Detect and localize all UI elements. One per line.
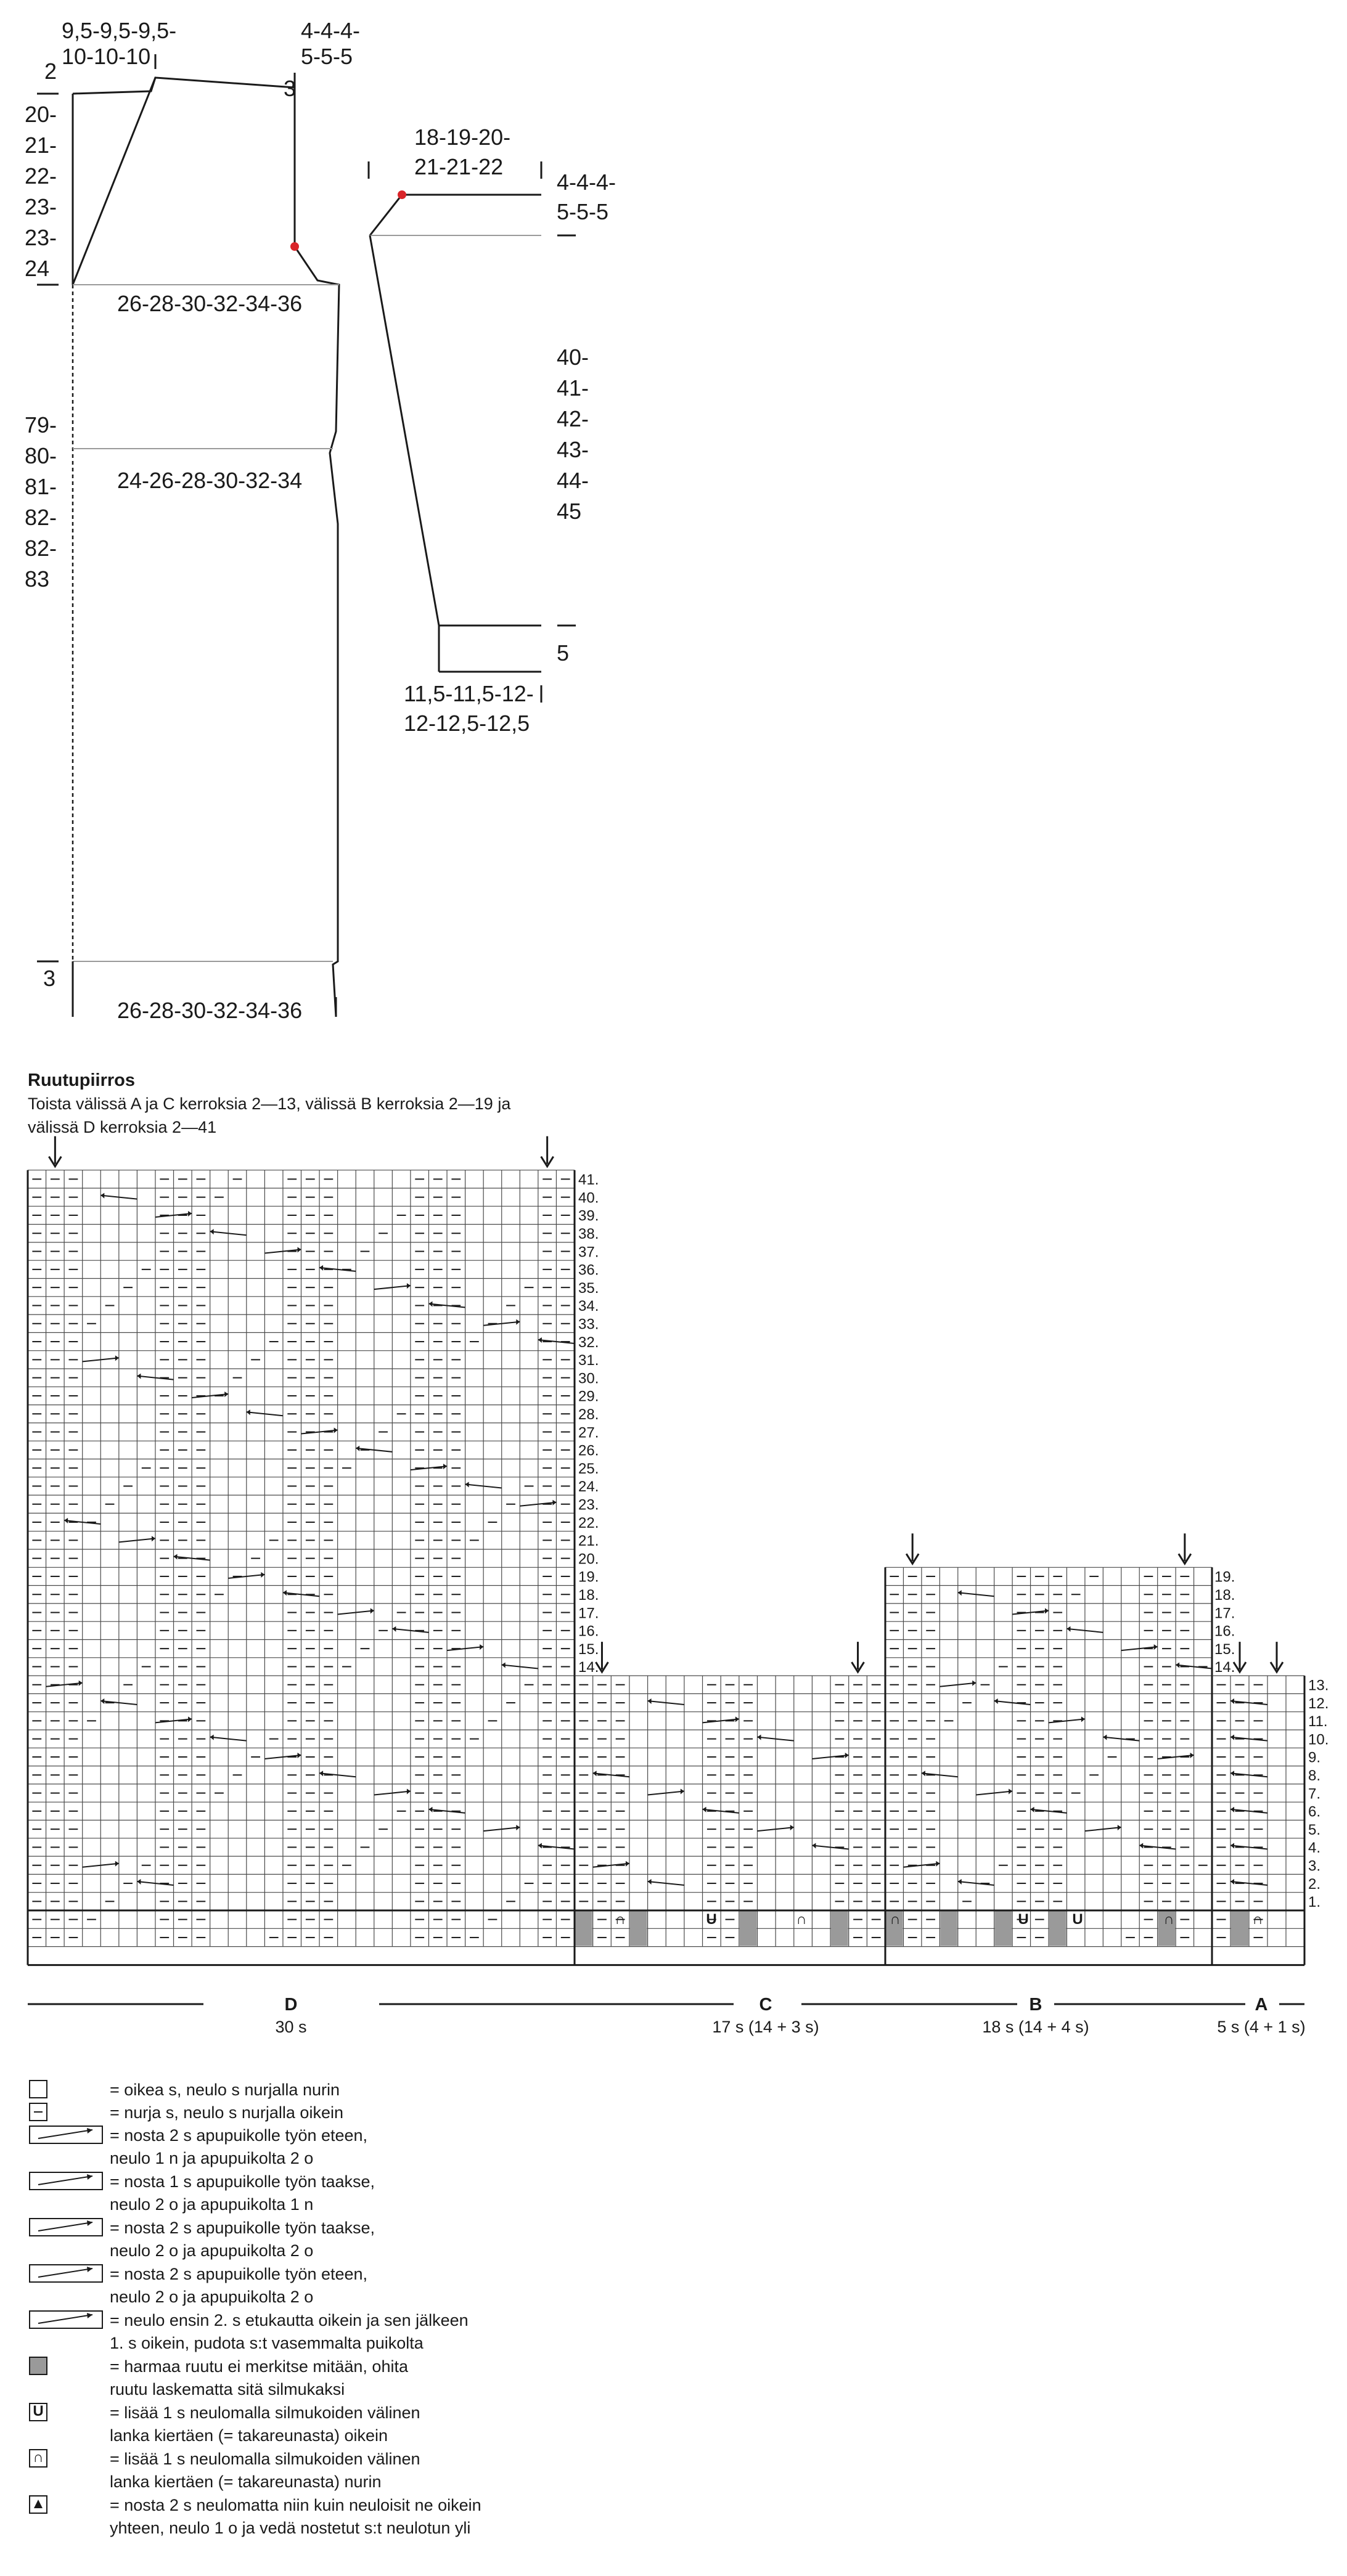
- body-outline: [73, 78, 339, 1017]
- cable-arrowhead: [958, 1879, 962, 1885]
- cable-arrowhead: [1031, 1807, 1034, 1812]
- purl-increase-icon: [30, 2449, 47, 2467]
- icon-frame: [30, 2172, 102, 2190]
- icon-frame: [30, 2081, 47, 2098]
- row-label: 15.: [1214, 1641, 1235, 1658]
- cable-arrowhead: [958, 1590, 962, 1596]
- hem-width-label: 26-28-30-32-34-36: [117, 998, 303, 1023]
- legend-text: = nosta 2 s apupuikolle työn eteen,: [110, 2126, 368, 2145]
- svg-text:24: 24: [25, 256, 50, 281]
- row-label: 41.: [578, 1172, 599, 1189]
- row-label: 27.: [578, 1424, 599, 1441]
- cable-arrowhead: [1230, 1771, 1234, 1776]
- cuff-width-line1: 11,5-11,5-12-: [404, 681, 534, 706]
- cable-arrowhead: [480, 1644, 483, 1650]
- cable-arrowhead: [845, 1753, 849, 1758]
- legend-text: neulo 1 n ja apupuikolta 2 o: [110, 2149, 314, 2167]
- cable-arrowhead: [648, 1698, 652, 1704]
- increase-symbol: ∩: [615, 1911, 626, 1928]
- cable-arrowhead: [936, 1861, 940, 1867]
- cable-arrowhead: [1230, 1879, 1234, 1885]
- grey-cell: [831, 1911, 848, 1946]
- legend-text: = oikea s, neulo s nurjalla nurin: [110, 2081, 340, 2099]
- sleeve-cap: [370, 195, 541, 235]
- legend-text: lanka kiertäen (= takareunasta) oikein: [110, 2426, 388, 2445]
- cable-arrowhead: [334, 1428, 338, 1433]
- hem-height-label: 3: [43, 966, 56, 991]
- cable-arrowhead: [1067, 1626, 1070, 1632]
- row-label: 7.: [1308, 1785, 1321, 1803]
- svg-text:79-: 79-: [25, 412, 57, 438]
- knit-square-icon: [30, 2081, 47, 2098]
- increase-symbol: ∩: [890, 1911, 901, 1928]
- double-decrease-icon: [30, 2495, 47, 2513]
- section-d-letter: D: [284, 1995, 298, 2015]
- chart-instructions-line1: Toista välissä A ja C kerroksia 2—13, välissä B kerroksia 2—19 ja: [28, 1094, 511, 1113]
- cable-arrowhead: [115, 1861, 119, 1867]
- svg-text:82-: 82-: [25, 536, 57, 561]
- cable-arrowhead: [137, 1374, 141, 1379]
- cable-arrowhead: [502, 1662, 506, 1668]
- legend-text: = lisää 1 s neulomalla silmukoiden välinen: [110, 2450, 420, 2468]
- cable-arrowhead: [428, 1807, 432, 1812]
- section-d-stitches: 30 s: [275, 2018, 307, 2036]
- cable-arrowhead: [152, 1536, 155, 1541]
- row-label: 28.: [578, 1406, 599, 1424]
- svg-text:43-: 43-: [557, 437, 589, 462]
- icon-mark: ∩: [33, 2449, 44, 2466]
- icon-frame: [30, 2265, 102, 2282]
- cable-arrowhead: [1139, 1843, 1143, 1848]
- cable-right-purl-icon: [30, 2172, 102, 2190]
- cable-arrowhead: [552, 1500, 556, 1506]
- row-label: 10.: [1308, 1731, 1329, 1748]
- increase-symbol: U: [1018, 1911, 1029, 1928]
- increase-symbol: ∩: [1163, 1911, 1174, 1928]
- cable-arrowhead: [516, 1319, 520, 1325]
- legend-text: 1. s oikein, pudota s:t vasemmalta puikolta: [110, 2334, 424, 2352]
- cable-right-knit-icon: [30, 2219, 102, 2236]
- row-label: 18.: [578, 1587, 599, 1604]
- legend-text: ruutu laskematta sitä silmukaksi: [110, 2380, 345, 2399]
- legend-text: = nosta 1 s apupuikolle työn taakse,: [110, 2172, 375, 2191]
- armhole-marker: [290, 242, 299, 251]
- cable-arrowhead: [298, 1753, 301, 1758]
- row-label: 9.: [1308, 1749, 1321, 1766]
- icon-frame: [30, 2311, 102, 2328]
- cable-arrowhead: [1190, 1753, 1194, 1758]
- icon-frame: [30, 2357, 47, 2374]
- legend-item: [30, 2081, 340, 2099]
- row-label: 26.: [578, 1442, 599, 1459]
- cable-left-purl-icon: [30, 2126, 102, 2143]
- icon-mark: ▲: [31, 2495, 46, 2512]
- sleeve-schematic: [369, 124, 616, 736]
- cable-arrowhead: [516, 1825, 520, 1830]
- sleeve-outline: [370, 235, 541, 626]
- row-label: 17.: [1214, 1605, 1235, 1622]
- cable-left-knit-icon: [30, 2265, 102, 2282]
- legend-item: [30, 2126, 367, 2167]
- svg-text:20-: 20-: [25, 102, 57, 127]
- row-label: 3.: [1308, 1857, 1321, 1875]
- cable-arrowhead: [1081, 1716, 1085, 1722]
- body-length-label: [25, 412, 57, 592]
- cable-arrowhead: [407, 1789, 411, 1795]
- svg-text:21-: 21-: [25, 132, 57, 158]
- cable-arrowhead: [247, 1409, 250, 1415]
- cable-arrowhead: [188, 1716, 192, 1722]
- cable-arrowhead: [1103, 1735, 1107, 1740]
- row-label: 8.: [1308, 1767, 1321, 1785]
- row-label: 14.: [578, 1659, 599, 1676]
- legend-text: = lisää 1 s neulomalla silmukoiden välinen: [110, 2403, 420, 2422]
- chart-title: Ruutupiirros: [28, 1070, 135, 1090]
- cable-arrowhead: [1230, 1843, 1234, 1848]
- svg-text:44-: 44-: [557, 468, 589, 493]
- row-label: 34.: [578, 1298, 599, 1315]
- cable-arrowhead: [681, 1789, 684, 1795]
- svg-text:83: 83: [25, 566, 50, 592]
- sleeve-cap-height-line2: 5-5-5: [557, 199, 609, 224]
- cable-arrowhead: [100, 1193, 104, 1199]
- cable-arrowhead: [79, 1681, 83, 1686]
- row-label: 1.: [1308, 1894, 1321, 1911]
- cable-arrowhead: [428, 1301, 432, 1306]
- armhole-height-label: [25, 102, 57, 281]
- cable-arrowhead: [994, 1698, 998, 1704]
- row-label: 30.: [578, 1370, 599, 1387]
- cable-arrowhead: [64, 1518, 68, 1523]
- cable-arrowhead: [1009, 1789, 1012, 1795]
- shoulder-drop-label: 3: [284, 76, 297, 101]
- chest-width-label: 26-28-30-32-34-36: [117, 291, 303, 316]
- cable-arrowhead: [1176, 1662, 1179, 1668]
- grey-cell: [1231, 1911, 1248, 1946]
- cable-arrowhead: [1230, 1807, 1234, 1812]
- sleeve-top-width-line2: 21-21-22: [414, 154, 504, 179]
- row-label: 39.: [578, 1207, 599, 1225]
- legend-text: = neulo ensin 2. s etukautta oikein ja sen jälkeen: [110, 2311, 469, 2329]
- cable-arrowhead: [407, 1283, 411, 1289]
- icon-mark: U: [33, 2403, 44, 2419]
- legend-text: = harmaa ruutu ei merkitse mitään, ohita: [110, 2357, 408, 2376]
- cuff-width-line2: 12-12,5-12,5: [404, 711, 530, 736]
- row-label: 21.: [578, 1533, 599, 1550]
- grey-cell: [630, 1911, 647, 1946]
- svg-text:23-: 23-: [25, 225, 57, 250]
- knit-increase-icon: [30, 2403, 47, 2421]
- svg-text:22-: 22-: [25, 163, 57, 189]
- cable-arrowhead: [261, 1572, 264, 1578]
- row-label: 13.: [1308, 1677, 1329, 1694]
- cable-arrowhead: [298, 1247, 301, 1253]
- waist-width-label: 24-26-28-30-32-34: [117, 468, 303, 493]
- svg-text:82-: 82-: [25, 505, 57, 530]
- row-label: 32.: [578, 1334, 599, 1351]
- grey-cell: [940, 1911, 957, 1946]
- twist-stitch-icon: [30, 2311, 102, 2328]
- sleeve-cap-height-line1: 4-4-4-: [557, 169, 616, 195]
- cable-arrowhead: [1045, 1608, 1049, 1614]
- cable-arrowhead: [319, 1771, 323, 1776]
- legend-text: neulo 2 o ja apupuikolta 2 o: [110, 2288, 314, 2306]
- cable-arrowhead: [465, 1482, 469, 1487]
- row-label: 19.: [578, 1568, 599, 1586]
- legend-item: [30, 2265, 367, 2306]
- body-schematic: [25, 18, 360, 1023]
- cable-arrowhead: [392, 1626, 396, 1632]
- row-label: 23.: [578, 1496, 599, 1514]
- cable-arrowhead: [538, 1843, 542, 1848]
- cable-arrowhead: [319, 1265, 323, 1271]
- row-label: 24.: [578, 1478, 599, 1496]
- cable-arrowhead: [812, 1843, 816, 1848]
- svg-text:41-: 41-: [557, 375, 589, 401]
- neck-width-line2: 10-10-10: [62, 44, 151, 69]
- cable-arrowhead: [371, 1608, 374, 1614]
- grey-cell: [1049, 1911, 1066, 1946]
- cable-arrowhead: [188, 1211, 192, 1217]
- section-b-stitches: 18 s (14 + 4 s): [982, 2018, 1089, 2036]
- legend-item: [30, 2403, 420, 2445]
- svg-text:80-: 80-: [25, 443, 57, 468]
- legend-item: [30, 2449, 420, 2491]
- grey-cell: [575, 1911, 592, 1946]
- row-label: 5.: [1308, 1821, 1321, 1838]
- row-label: 37.: [578, 1244, 599, 1261]
- row-label: 40.: [578, 1189, 599, 1207]
- legend-text: neulo 2 o ja apupuikolta 2 o: [110, 2241, 314, 2260]
- cable-arrowhead: [100, 1698, 104, 1704]
- svg-text:23-: 23-: [25, 194, 57, 219]
- cable-arrowhead: [972, 1681, 976, 1686]
- row-label: 2.: [1308, 1875, 1321, 1893]
- grey-square-icon: [30, 2357, 47, 2374]
- svg-text:40-: 40-: [557, 344, 589, 370]
- cable-arrowhead: [757, 1735, 761, 1740]
- row-label: 12.: [1308, 1695, 1329, 1712]
- cable-arrowhead: [790, 1825, 794, 1830]
- row-label: 33.: [578, 1316, 599, 1333]
- legend-item: [30, 2495, 481, 2537]
- neck-drop-label: 2: [44, 59, 57, 84]
- legend-item: [30, 2103, 343, 2122]
- increase-symbol: ∩: [1252, 1911, 1263, 1928]
- legend-item: [30, 2357, 409, 2399]
- legend-text: yhteen, neulo 1 o ja vedä nostetut s:t neulotun yli: [110, 2519, 471, 2537]
- shoulder-width-line2: 5-5-5: [301, 44, 353, 69]
- row-label: 14.: [1214, 1659, 1235, 1676]
- cable-arrowhead: [1154, 1644, 1158, 1650]
- row-label: 20.: [578, 1551, 599, 1568]
- cable-arrowhead: [115, 1355, 119, 1361]
- cable-arrowhead: [735, 1716, 739, 1722]
- chart-instructions-line2: välissä D kerroksia 2—41: [28, 1118, 217, 1136]
- legend-text: = nurja s, neulo s nurjalla oikein: [110, 2103, 343, 2122]
- cable-arrowhead: [174, 1554, 178, 1560]
- cable-arrowhead: [593, 1771, 597, 1776]
- cable-arrowhead: [224, 1392, 228, 1397]
- cable-arrowhead: [137, 1879, 141, 1885]
- cable-arrowhead: [356, 1446, 359, 1451]
- section-c-letter: C: [759, 1995, 772, 2015]
- icon-frame: [30, 2219, 102, 2236]
- row-label: 31.: [578, 1352, 599, 1369]
- legend-text: lanka kiertäen (= takareunasta) nurin: [110, 2472, 382, 2491]
- increase-symbol: U: [1072, 1911, 1083, 1928]
- neck-width-line1: 9,5-9,5-9,5-: [62, 18, 177, 43]
- section-b-letter: B: [1029, 1995, 1042, 2015]
- legend-item: [30, 2172, 375, 2214]
- cable-arrowhead: [1118, 1825, 1121, 1830]
- cable-arrowhead: [1230, 1698, 1234, 1704]
- legend-item: [30, 2219, 375, 2260]
- cable-arrowhead: [283, 1590, 287, 1596]
- svg-text:81-: 81-: [25, 474, 57, 499]
- increase-symbol: U: [706, 1911, 717, 1928]
- svg-text:42-: 42-: [557, 406, 589, 431]
- sleeve-length-label: [557, 344, 589, 524]
- cuff-height-label: 5: [557, 640, 570, 666]
- grey-cell: [995, 1911, 1012, 1946]
- row-label: 15.: [578, 1641, 599, 1658]
- cable-arrowhead: [443, 1464, 447, 1469]
- row-label: 11.: [1308, 1713, 1328, 1730]
- stitch-chart: [28, 1136, 1329, 2004]
- svg-text:45: 45: [557, 499, 582, 524]
- row-label: 19.: [1214, 1568, 1235, 1586]
- purl-square-icon: [30, 2103, 47, 2121]
- cable-arrowhead: [626, 1861, 629, 1867]
- section-a-stitches: 5 s (4 + 1 s): [1217, 2018, 1306, 2036]
- legend-item: [30, 2311, 469, 2352]
- section-c-stitches: 17 s (14 + 3 s): [712, 2018, 819, 2036]
- grey-cell: [740, 1911, 757, 1946]
- row-label: 25.: [578, 1460, 599, 1477]
- row-label: 22.: [578, 1514, 599, 1531]
- cable-arrowhead: [210, 1735, 214, 1740]
- row-label: 17.: [578, 1605, 599, 1622]
- legend-text: = nosta 2 s apupuikolle työn taakse,: [110, 2219, 375, 2237]
- increase-symbol: ∩: [796, 1911, 807, 1928]
- cable-arrowhead: [703, 1807, 706, 1812]
- row-label: 16.: [1214, 1623, 1235, 1640]
- row-label: 38.: [578, 1226, 599, 1243]
- cable-arrowhead: [922, 1771, 925, 1776]
- shoulder-width-line1: 4-4-4-: [301, 18, 361, 43]
- cable-arrowhead: [538, 1337, 542, 1343]
- neckline-curve: [73, 78, 155, 285]
- row-label: 16.: [578, 1623, 599, 1640]
- row-label: 36.: [578, 1262, 599, 1279]
- sleeve-top-width-line1: 18-19-20-: [414, 124, 511, 150]
- icon-frame: [30, 2126, 102, 2143]
- legend-text: neulo 2 o ja apupuikolta 1 n: [110, 2195, 314, 2214]
- row-label: 29.: [578, 1388, 599, 1405]
- cable-arrowhead: [648, 1879, 652, 1885]
- row-label: 35.: [578, 1279, 599, 1297]
- legend: [30, 2081, 481, 2537]
- section-a-letter: A: [1255, 1995, 1268, 2015]
- legend-text: = nosta 2 s neulomatta niin kuin neuloisit ne oikein: [110, 2496, 481, 2514]
- row-label: 6.: [1308, 1803, 1321, 1820]
- legend-text: = nosta 2 s apupuikolle työn eteen,: [110, 2265, 368, 2283]
- sleeve-marker: [398, 190, 406, 199]
- cable-arrowhead: [1230, 1735, 1234, 1740]
- cable-arrowhead: [210, 1229, 214, 1234]
- row-label: 18.: [1214, 1587, 1235, 1604]
- row-label: 4.: [1308, 1840, 1321, 1857]
